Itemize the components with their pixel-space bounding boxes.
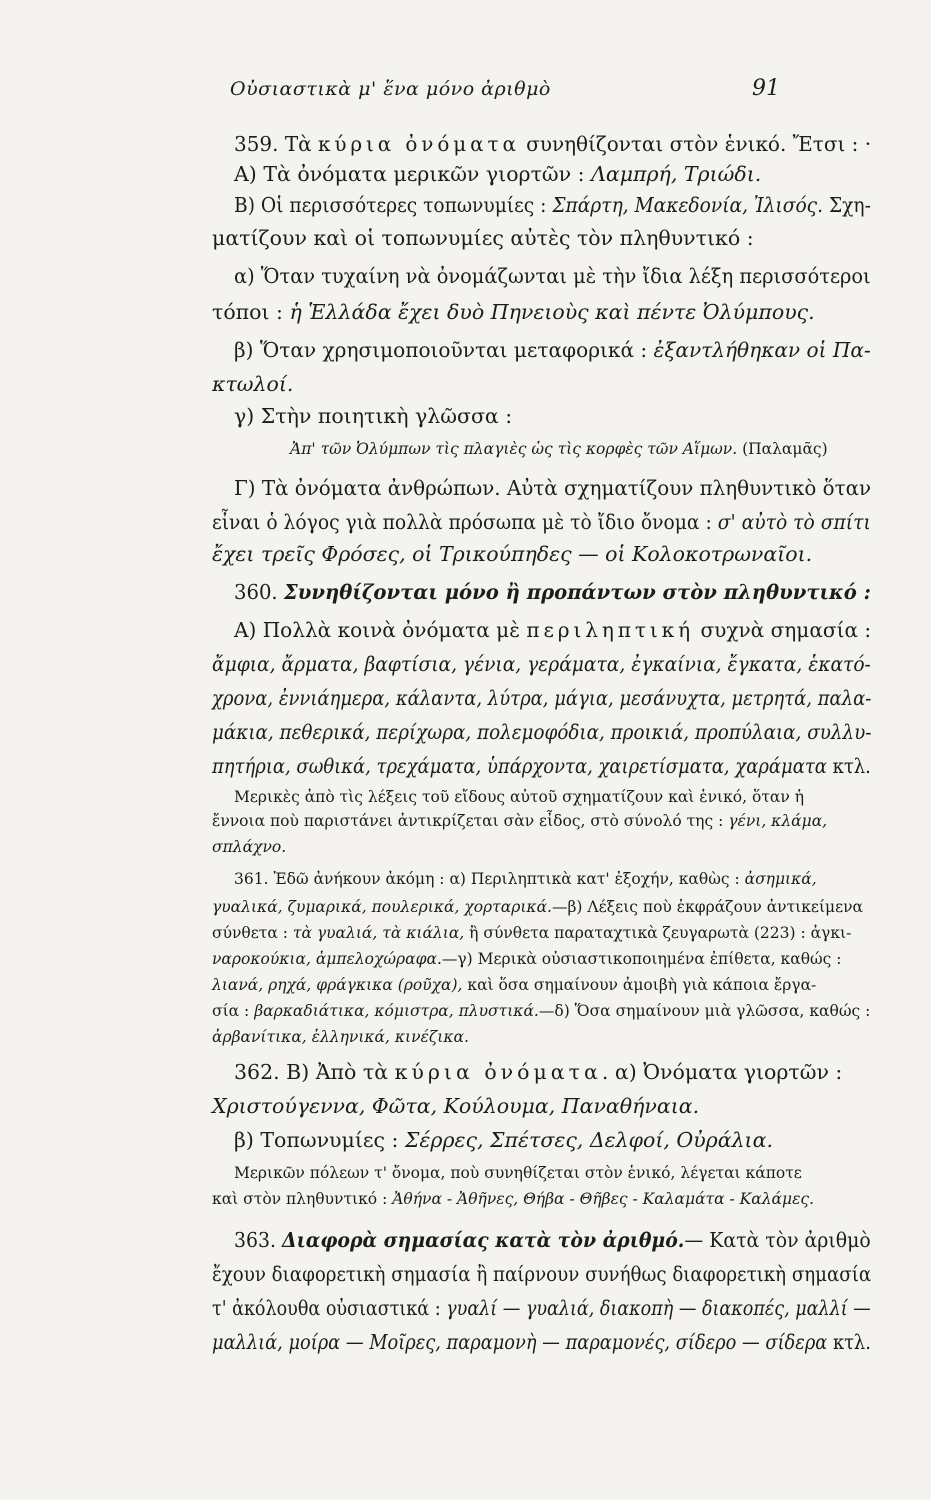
text-line bbox=[212, 370, 293, 398]
text-line bbox=[212, 650, 871, 678]
text-run: κτωλοί. bbox=[212, 372, 294, 396]
section-heading bbox=[234, 1226, 871, 1254]
text-line bbox=[212, 1260, 871, 1288]
text-run: λιανά, ρηχά, φράγκικα (ροῦχα), bbox=[212, 976, 463, 994]
text-run: ναροκούκια, ἀμπελοχώραφα. bbox=[212, 950, 442, 968]
text-run: καὶ ὅσα σημαίνουν ἀμοιβὴ γιὰ κάποια ἔργα- bbox=[462, 976, 817, 994]
text-run: εἶναι ὁ λόγος γιὰ πολλὰ πρόσωπα μὲ τὸ ἴδιο ὄνομα : bbox=[212, 510, 718, 534]
text-line bbox=[212, 1000, 870, 1022]
text-line bbox=[212, 948, 842, 970]
text-line bbox=[234, 474, 871, 502]
text-run: Σέρρες, Σπέτσες, Δελφοί, Οὐράλια. bbox=[404, 1128, 773, 1152]
text-run: καὶ στὸν πληθυντικό : bbox=[212, 1190, 393, 1208]
text-run: —β) Λέξεις ποὺ ἐκφράζουν ἀντικείμενα bbox=[551, 898, 864, 916]
page-number: 91 bbox=[752, 76, 780, 101]
text-run: β) Ὅταν χρησιμοποιοῦνται μεταφορικά : bbox=[234, 338, 654, 362]
text-run: Τὰ bbox=[284, 132, 318, 156]
text-run: γένι, κλάμα, bbox=[728, 812, 828, 830]
text-line bbox=[212, 1092, 699, 1120]
text-run: κύρια ὀνόματα bbox=[317, 132, 520, 156]
text-run: β) Τοπωνυμίες : bbox=[234, 1128, 405, 1152]
section-number: 363. bbox=[234, 1228, 277, 1252]
quote-line bbox=[290, 438, 828, 460]
section-heading bbox=[234, 578, 871, 606]
text-run: Ἀθήνα - Ἀθῆνες, Θήβα - Θῆβες - Καλαμάτα - Καλάμες. bbox=[392, 1190, 815, 1208]
text-run: ἔχει τρεῖς Φρόσες, οἱ Τρικούπηδες — οἱ Κολοκοτρωναῖοι. bbox=[212, 542, 813, 566]
text-run: —γ) Μερικὰ οὐσιαστικοποιημένα ἐπίθετα, καθώς : bbox=[441, 950, 842, 968]
text-run: μάκια, πεθερικά, περίχωρα, πολεμοφόδια, προικιά, προπύλαια, συλλυ- bbox=[212, 720, 872, 744]
text-line bbox=[212, 896, 863, 918]
text-run: πητήρια, σωθικά, τρεχάματα, ὑπάρχοντα, χαιρετίσματα, χαράματα bbox=[212, 754, 827, 778]
text-run: σπλάχνο. bbox=[212, 838, 287, 856]
text-line bbox=[212, 1294, 871, 1322]
text-run: . α) Ὀνόματα γιορτῶν : bbox=[601, 1060, 843, 1084]
text-run: Β) Ἀπὸ τὰ bbox=[279, 1060, 395, 1084]
text-line bbox=[234, 160, 761, 188]
text-run: Μερικὲς ἀπὸ τὶς λέξεις τοῦ εἴδους αὐτοῦ σχηματίζουν καὶ ἑνικό, ὅταν ἡ bbox=[234, 788, 805, 806]
section-number: 360. bbox=[234, 580, 278, 604]
text-run: Λαμπρή, Τριώδι. bbox=[591, 162, 762, 186]
text-line bbox=[212, 810, 827, 832]
text-run: κτλ. bbox=[827, 1330, 871, 1354]
text-run: Ἀπ' τῶν Ὀλύμπων τὶς πλαγιὲς ὡς τὶς κορφὲς τῶν Αἵμων. bbox=[290, 440, 738, 458]
text-line bbox=[212, 298, 815, 326]
text-line bbox=[212, 1328, 871, 1356]
text-line bbox=[234, 402, 512, 430]
text-run: (Παλαμᾶς) bbox=[737, 440, 828, 458]
text-line bbox=[234, 130, 871, 158]
text-run: —δ) Ὅσα σημαίνουν μιὰ γλῶσσα, καθώς : bbox=[538, 1002, 871, 1020]
text-run: Χριστούγεννα, Φῶτα, Κούλουμα, Παναθήναια. bbox=[212, 1094, 700, 1118]
text-run: ἢ σύνθετα παραταχτικὰ ζευγαρωτὰ (223) : ἀγκι- bbox=[464, 924, 852, 942]
running-head bbox=[0, 78, 931, 108]
text-run: μαλλιά, μοίρα — Μοῖρες, παραμονὴ — παραμονές, σίδερο — σίδερα bbox=[212, 1330, 828, 1354]
text-run: σύνθετα : bbox=[212, 924, 293, 942]
section-number: 361. bbox=[234, 870, 269, 888]
text-line bbox=[234, 868, 817, 890]
text-run: Σχη- bbox=[823, 193, 871, 217]
text-line bbox=[212, 752, 871, 780]
text-line bbox=[234, 1162, 802, 1184]
text-run: Διαφορὰ σημασίας κατὰ τὸν ἀριθμό. bbox=[282, 1228, 685, 1252]
text-line bbox=[212, 718, 871, 746]
text-run: γυαλικά, ζυμαρικά, πουλερικά, χορταρικά. bbox=[212, 898, 552, 916]
text-run: γ) Στὴν ποιητικὴ γλῶσσα : bbox=[234, 404, 513, 428]
text-line bbox=[212, 1188, 814, 1210]
text-run: ἄμφια, ἄρματα, βαφτίσια, γένια, γεράματα, ἐγκαίνια, ἔγκατα, ἑκατό- bbox=[212, 652, 871, 676]
text-run: Γ) Τὰ ὀνόματα ἀνθρώπων. Αὐτὰ σχηματίζουν πληθυντικὸ ὅταν bbox=[234, 476, 872, 500]
text-line bbox=[234, 191, 871, 219]
text-run: σ' αὐτὸ τὸ σπίτι bbox=[717, 510, 871, 534]
section-number: 362. bbox=[234, 1060, 280, 1084]
text-run: κύρια ὀνόματα bbox=[394, 1060, 602, 1084]
text-run: Ἐδῶ ἀνήκουν ἀκόμη : α) Περιληπτικὰ κατ' ἐξοχήν, καθὼς : bbox=[268, 870, 745, 888]
text-run: χρονα, ἐννιάημερα, κάλαντα, λύτρα, μάγια, μεσάνυχτα, μετρητά, παλα- bbox=[212, 686, 872, 710]
text-run: ἐξαντλήθηκαν οἱ Πα- bbox=[653, 338, 871, 362]
text-run: Α) Πολλὰ κοινὰ ὀνόματα μὲ bbox=[234, 618, 527, 642]
text-run: Α) Τὰ ὀνόματα μερικῶν γιορτῶν : bbox=[234, 162, 592, 186]
text-line bbox=[234, 1058, 842, 1086]
text-line bbox=[212, 224, 754, 252]
running-head-title: Οὐσιαστικὰ μ' ἕνα μόνο ἀριθμὸ bbox=[230, 78, 551, 100]
text-run: Μερικῶν πόλεων τ' ὄνομα, ποὺ συνηθίζεται στὸν ἑνικό, λέγεται κάποτε bbox=[234, 1164, 802, 1182]
section-number: 359. bbox=[234, 132, 279, 156]
text-run: συνηθίζονται στὸν ἑνικό. Ἔτσι : · bbox=[519, 132, 872, 156]
text-line bbox=[212, 974, 816, 996]
text-run: ἔχουν διαφορετικὴ σημασία ἢ παίρνουν συνήθως διαφορετικὴ σημασία bbox=[212, 1262, 872, 1286]
text-run: — Κατὰ τὸν ἀριθμὸ bbox=[684, 1228, 871, 1252]
text-line bbox=[212, 922, 851, 944]
text-run: α) Ὅταν τυχαίνη νὰ ὀνομάζωνται μὲ τὴν ἴδια λέξη περισσότεροι bbox=[234, 264, 871, 288]
text-run: περιληπτική bbox=[526, 618, 695, 642]
text-line bbox=[234, 786, 804, 808]
text-run: τὰ γυαλιά, τὰ κιάλια, bbox=[292, 924, 465, 942]
text-line bbox=[212, 1026, 469, 1048]
text-line bbox=[234, 616, 871, 644]
text-run: βαρκαδιάτικα, κόμιστρα, πλυστικά. bbox=[254, 1002, 539, 1020]
text-run: κτλ. bbox=[826, 754, 871, 778]
text-run: τ' ἀκόλουθα οὐσιαστικά : bbox=[212, 1296, 447, 1320]
text-run: Σπάρτη, Μακεδονία, Ἰλισός. bbox=[552, 193, 824, 217]
text-run: ματίζουν καὶ οἱ τοπωνυμίες αὐτὲς τὸν πληθυντικό : bbox=[212, 226, 754, 250]
text-run: ἀσημικά, bbox=[744, 870, 817, 888]
text-run: συχνὰ σημασία : bbox=[694, 618, 872, 642]
text-run: ἔννοια ποὺ παριστάνει ἀντικρίζεται σὰν εἶδος, στὸ σύνολό της : bbox=[212, 812, 729, 830]
text-line bbox=[212, 836, 286, 858]
text-run: ἀρβανίτικα, ἑλληνικά, κινέζικα. bbox=[212, 1028, 469, 1046]
text-line bbox=[212, 684, 871, 712]
text-run: Συνηθίζονται μόνο ἢ προπάντων στὸν πληθυντικό : bbox=[283, 580, 871, 604]
text-run: τόποι : bbox=[212, 300, 290, 324]
text-line bbox=[212, 540, 812, 568]
text-run: ἡ Ἑλλάδα ἔχει δυὸ Πηνειοὺς καὶ πέντε Ὀλύμπους. bbox=[289, 300, 815, 324]
text-line bbox=[212, 508, 871, 536]
text-run: Β) Οἱ περισσότερες τοπωνυμίες : bbox=[234, 193, 553, 217]
text-line bbox=[234, 262, 871, 290]
text-run: γυαλί — γυαλιά, διακοπὴ — διακοπές, μαλλί — bbox=[446, 1296, 871, 1320]
text-line bbox=[234, 336, 871, 364]
text-run: σία : bbox=[212, 1002, 255, 1020]
text-line bbox=[234, 1126, 773, 1154]
